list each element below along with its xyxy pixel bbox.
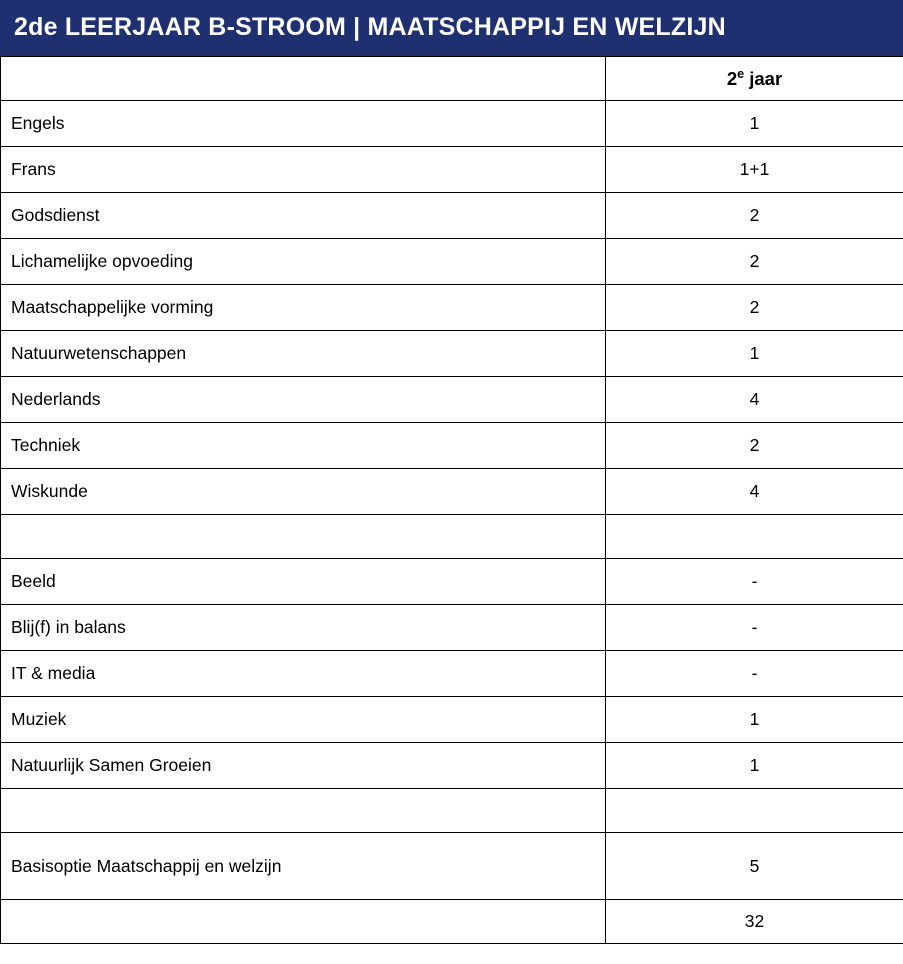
cell-subject: Wiskunde	[1, 469, 606, 515]
cell-subject: Maatschappelijke vorming	[1, 285, 606, 331]
column-header-subject	[1, 57, 606, 101]
column-header-hours-suffix: jaar	[744, 67, 783, 89]
cell-subject: Techniek	[1, 423, 606, 469]
page-title: 2de LEERJAAR B-STROOM | MAATSCHAPPIJ EN WELZIJN	[0, 0, 903, 56]
table-header-row	[1, 57, 903, 101]
cell-hours: -	[606, 559, 903, 605]
table-row	[1, 285, 903, 331]
cell-subject: Engels	[1, 101, 606, 147]
table-row	[1, 423, 903, 469]
table-row	[1, 469, 903, 515]
cell-subject: Blij(f) in balans	[1, 605, 606, 651]
cell-subject: Nederlands	[1, 377, 606, 423]
table-row	[1, 789, 903, 833]
cell-subject	[1, 789, 606, 833]
cell-hours: 4	[606, 377, 903, 423]
cell-hours: -	[606, 651, 903, 697]
cell-subject: Godsdienst	[1, 193, 606, 239]
table-row	[1, 743, 903, 789]
table-row	[1, 900, 903, 944]
table-row	[1, 239, 903, 285]
cell-hours	[606, 789, 903, 833]
cell-subject: Frans	[1, 147, 606, 193]
cell-hours: -	[606, 605, 903, 651]
course-hours-table	[0, 56, 903, 944]
table-row	[1, 833, 903, 900]
cell-hours: 2	[606, 285, 903, 331]
cell-hours: 1	[606, 331, 903, 377]
table-row	[1, 193, 903, 239]
cell-subject: Basisoptie Maatschappij en welzijn	[1, 833, 606, 900]
cell-hours: 5	[606, 833, 903, 900]
cell-hours: 2	[606, 193, 903, 239]
cell-hours	[606, 515, 903, 559]
table-row	[1, 377, 903, 423]
cell-subject	[1, 515, 606, 559]
cell-subject: IT & media	[1, 651, 606, 697]
cell-subject: Muziek	[1, 697, 606, 743]
cell-hours: 1	[606, 743, 903, 789]
column-header-hours-ordinal: e	[737, 66, 745, 81]
cell-subject: Beeld	[1, 559, 606, 605]
cell-hours: 1	[606, 697, 903, 743]
table-body	[1, 57, 903, 944]
cell-subject: Natuurwetenschappen	[1, 331, 606, 377]
cell-hours: 2	[606, 423, 903, 469]
cell-hours: 4	[606, 469, 903, 515]
table-row	[1, 559, 903, 605]
cell-hours: 1+1	[606, 147, 903, 193]
cell-hours: 2	[606, 239, 903, 285]
table-row	[1, 697, 903, 743]
table-row	[1, 605, 903, 651]
table-row	[1, 147, 903, 193]
table-row	[1, 515, 903, 559]
table-row	[1, 331, 903, 377]
table-row	[1, 101, 903, 147]
column-header-hours	[606, 57, 903, 101]
cell-hours: 32	[606, 900, 903, 944]
cell-subject: Lichamelijke opvoeding	[1, 239, 606, 285]
cell-subject	[1, 900, 606, 944]
column-header-hours-prefix: 2	[726, 67, 738, 89]
cell-hours: 1	[606, 101, 903, 147]
table-row	[1, 651, 903, 697]
cell-subject: Natuurlijk Samen Groeien	[1, 743, 606, 789]
